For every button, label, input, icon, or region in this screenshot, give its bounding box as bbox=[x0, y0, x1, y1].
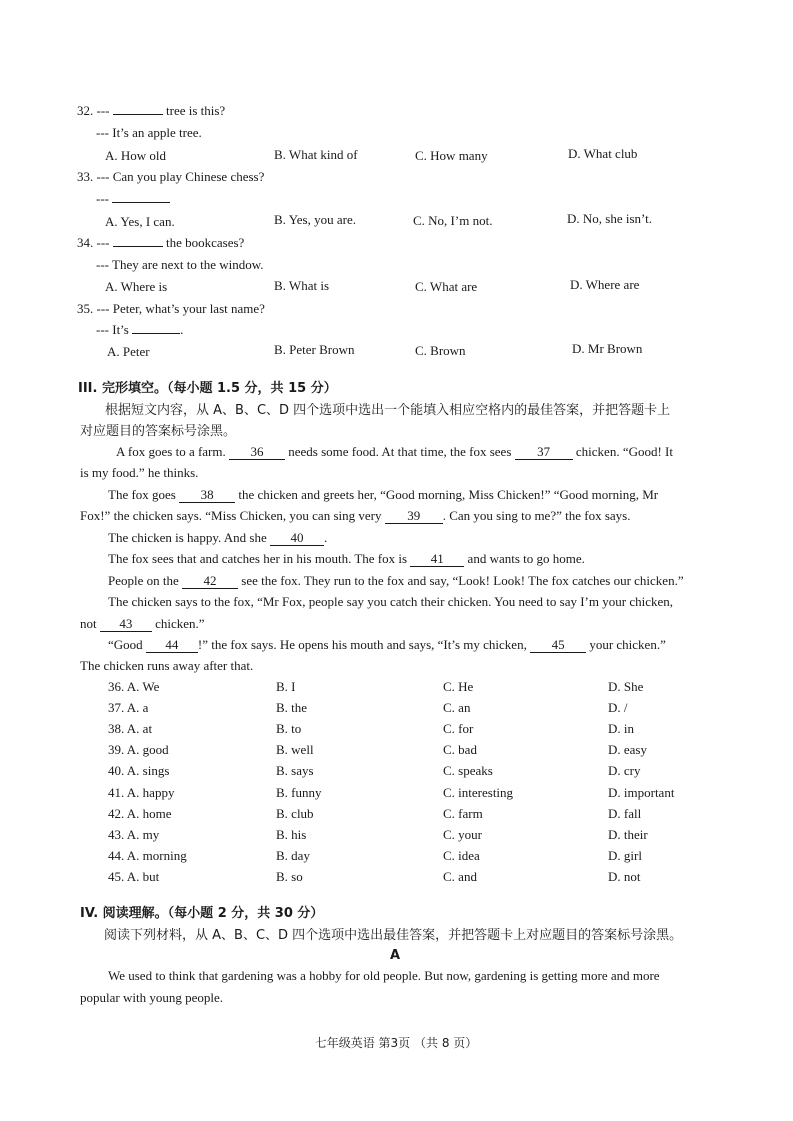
cloze-option: D. girl bbox=[608, 848, 642, 863]
cloze-option: B. to bbox=[276, 721, 302, 736]
cloze-option: D. their bbox=[608, 827, 648, 842]
q34-option-d: D. Where are bbox=[570, 277, 640, 292]
cloze-option: 36. A. We bbox=[108, 679, 160, 694]
q35-option-b: B. Peter Brown bbox=[274, 342, 355, 357]
passage-line: The chicken is happy. And she 40 . bbox=[108, 530, 328, 545]
q32-option-c: C. How many bbox=[415, 148, 488, 163]
q35-option-a: A. Peter bbox=[107, 344, 150, 359]
blank bbox=[113, 114, 163, 115]
cloze-option: 42. A. home bbox=[108, 806, 172, 821]
cloze-option: D. / bbox=[608, 700, 628, 715]
cloze-option: B. club bbox=[276, 806, 314, 821]
q34-option-c: C. What are bbox=[415, 279, 478, 294]
cloze-option: C. bad bbox=[443, 742, 477, 757]
passage-line: The chicken says to the fox, “Mr Fox, people say you catch their chicken. You need to say I’m your chicken, bbox=[108, 594, 673, 609]
cloze-option: B. I bbox=[276, 679, 296, 694]
section-3-instruction-cont: 对应题目的答案标号涂黑。 bbox=[80, 424, 237, 439]
cloze-option: C. speaks bbox=[443, 763, 493, 778]
cloze-option: B. says bbox=[276, 763, 314, 778]
q33-option-b: B. Yes, you are. bbox=[274, 212, 356, 227]
blank-44: 44 bbox=[146, 638, 198, 653]
passage-line: Fox!” the chicken says. “Miss Chicken, you can sing very 39 . Can you sing to me?” the fox says. bbox=[80, 508, 631, 523]
cloze-option: D. not bbox=[608, 869, 641, 884]
q32-option-d: D. What club bbox=[568, 146, 638, 161]
passage-line: The fox goes 38 the chicken and greets her, “Good morning, Miss Chicken!” “Good morning, Mr bbox=[108, 487, 659, 502]
cloze-option: D. easy bbox=[608, 742, 647, 757]
passage-line: A fox goes to a farm. 36 needs some food. At that time, the fox sees 37 chicken. “Good! It bbox=[116, 444, 673, 459]
cloze-option: C. your bbox=[443, 827, 482, 842]
passage-line: The chicken runs away after that. bbox=[80, 658, 254, 673]
cloze-option: D. cry bbox=[608, 763, 641, 778]
blank-42: 42 bbox=[182, 574, 238, 589]
passage-line: “Good 44 !” the fox says. He opens his mouth and says, “It’s my chicken, 45 your chicken.” bbox=[108, 637, 666, 652]
passage-line: popular with young people. bbox=[80, 990, 223, 1005]
section-3-instruction: 根据短文内容，从 A、B、C、D 四个选项中选出一个能填入相应空格内的最佳答案，并把答题卡上 bbox=[105, 403, 671, 418]
cloze-option: D. fall bbox=[608, 806, 642, 821]
cloze-option: 37. A. a bbox=[108, 700, 149, 715]
cloze-option: C. He bbox=[443, 679, 474, 694]
cloze-option: D. in bbox=[608, 721, 634, 736]
passage-line: is my food.” he thinks. bbox=[80, 465, 199, 480]
q32-answer: --- It’s an apple tree. bbox=[96, 125, 202, 140]
q34-option-b: B. What is bbox=[274, 278, 330, 293]
cloze-option: B. his bbox=[276, 827, 307, 842]
cloze-option: D. She bbox=[608, 679, 644, 694]
blank bbox=[112, 202, 170, 203]
page-footer: 七年级英语 第3页 （共 8 页） bbox=[314, 1036, 478, 1050]
blank bbox=[113, 246, 163, 247]
cloze-option: D. important bbox=[608, 785, 675, 800]
passage-line: not 43 chicken.” bbox=[80, 616, 205, 631]
q32-option-b: B. What kind of bbox=[274, 147, 358, 162]
cloze-option: C. and bbox=[443, 869, 477, 884]
passage-line: People on the 42 see the fox. They run to the fox and say, “Look! Look! The fox catches our chicken.” bbox=[108, 573, 684, 588]
cloze-option: B. day bbox=[276, 848, 310, 863]
blank-41: 41 bbox=[410, 552, 464, 567]
q35-option-d: D. Mr Brown bbox=[572, 341, 643, 356]
blank-36: 36 bbox=[229, 445, 285, 460]
blank-45: 45 bbox=[530, 638, 586, 653]
q32-stem: 32. --- tree is this? bbox=[77, 103, 226, 118]
cloze-option: C. an bbox=[443, 700, 471, 715]
section-3-heading: III. 完形填空。（每小题 1.5 分，共 15 分） bbox=[78, 381, 337, 396]
cloze-option: 40. A. sings bbox=[108, 763, 170, 778]
cloze-option: 45. A. but bbox=[108, 869, 160, 884]
blank-43: 43 bbox=[100, 617, 152, 632]
q33-option-c: C. No, I’m not. bbox=[413, 213, 493, 228]
cloze-option: C. farm bbox=[443, 806, 483, 821]
blank-40: 40 bbox=[270, 531, 324, 546]
passage-line: The fox sees that and catches her in his mouth. The fox is 41 and wants to go home. bbox=[108, 551, 585, 566]
q33-option-d: D. No, she isn’t. bbox=[567, 211, 652, 226]
blank-39: 39 bbox=[385, 509, 443, 524]
cloze-option: C. idea bbox=[443, 848, 480, 863]
passage-label: A bbox=[389, 948, 401, 963]
blank-38: 38 bbox=[179, 488, 235, 503]
section-4-heading: IV. 阅读理解。（每小题 2 分，共 30 分） bbox=[80, 906, 324, 921]
cloze-option: 41. A. happy bbox=[108, 785, 175, 800]
blank-37: 37 bbox=[515, 445, 573, 460]
q33-stem: 33. --- Can you play Chinese chess? bbox=[77, 169, 265, 184]
q33-option-a: A. Yes, I can. bbox=[105, 214, 175, 229]
cloze-option: B. well bbox=[276, 742, 314, 757]
q33-answer: --- bbox=[96, 191, 170, 207]
cloze-option: C. for bbox=[443, 721, 474, 736]
cloze-option: 44. A. morning bbox=[108, 848, 187, 863]
q35-option-c: C. Brown bbox=[415, 343, 466, 358]
q35-answer: --- It’s . bbox=[96, 322, 184, 337]
q34-stem: 34. --- the bookcases? bbox=[77, 235, 245, 250]
cloze-option: B. funny bbox=[276, 785, 322, 800]
section-4-instruction: 阅读下列材料，从 A、B、C、D 四个选项中选出最佳答案，并把答题卡上对应题目的答案标号涂黑。 bbox=[104, 928, 683, 943]
q32-option-a: A. How old bbox=[105, 148, 167, 163]
q34-option-a: A. Where is bbox=[105, 279, 168, 294]
blank bbox=[132, 333, 180, 334]
cloze-option: 39. A. good bbox=[108, 742, 169, 757]
cloze-option: 38. A. at bbox=[108, 721, 153, 736]
q34-answer: --- They are next to the window. bbox=[96, 257, 264, 272]
q35-stem: 35. --- Peter, what’s your last name? bbox=[77, 301, 265, 316]
cloze-option: B. so bbox=[276, 869, 303, 884]
cloze-option: B. the bbox=[276, 700, 308, 715]
cloze-option: C. interesting bbox=[443, 785, 514, 800]
passage-line: We used to think that gardening was a hobby for old people. But now, gardening is getting more and more bbox=[108, 968, 660, 983]
cloze-option: 43. A. my bbox=[108, 827, 160, 842]
